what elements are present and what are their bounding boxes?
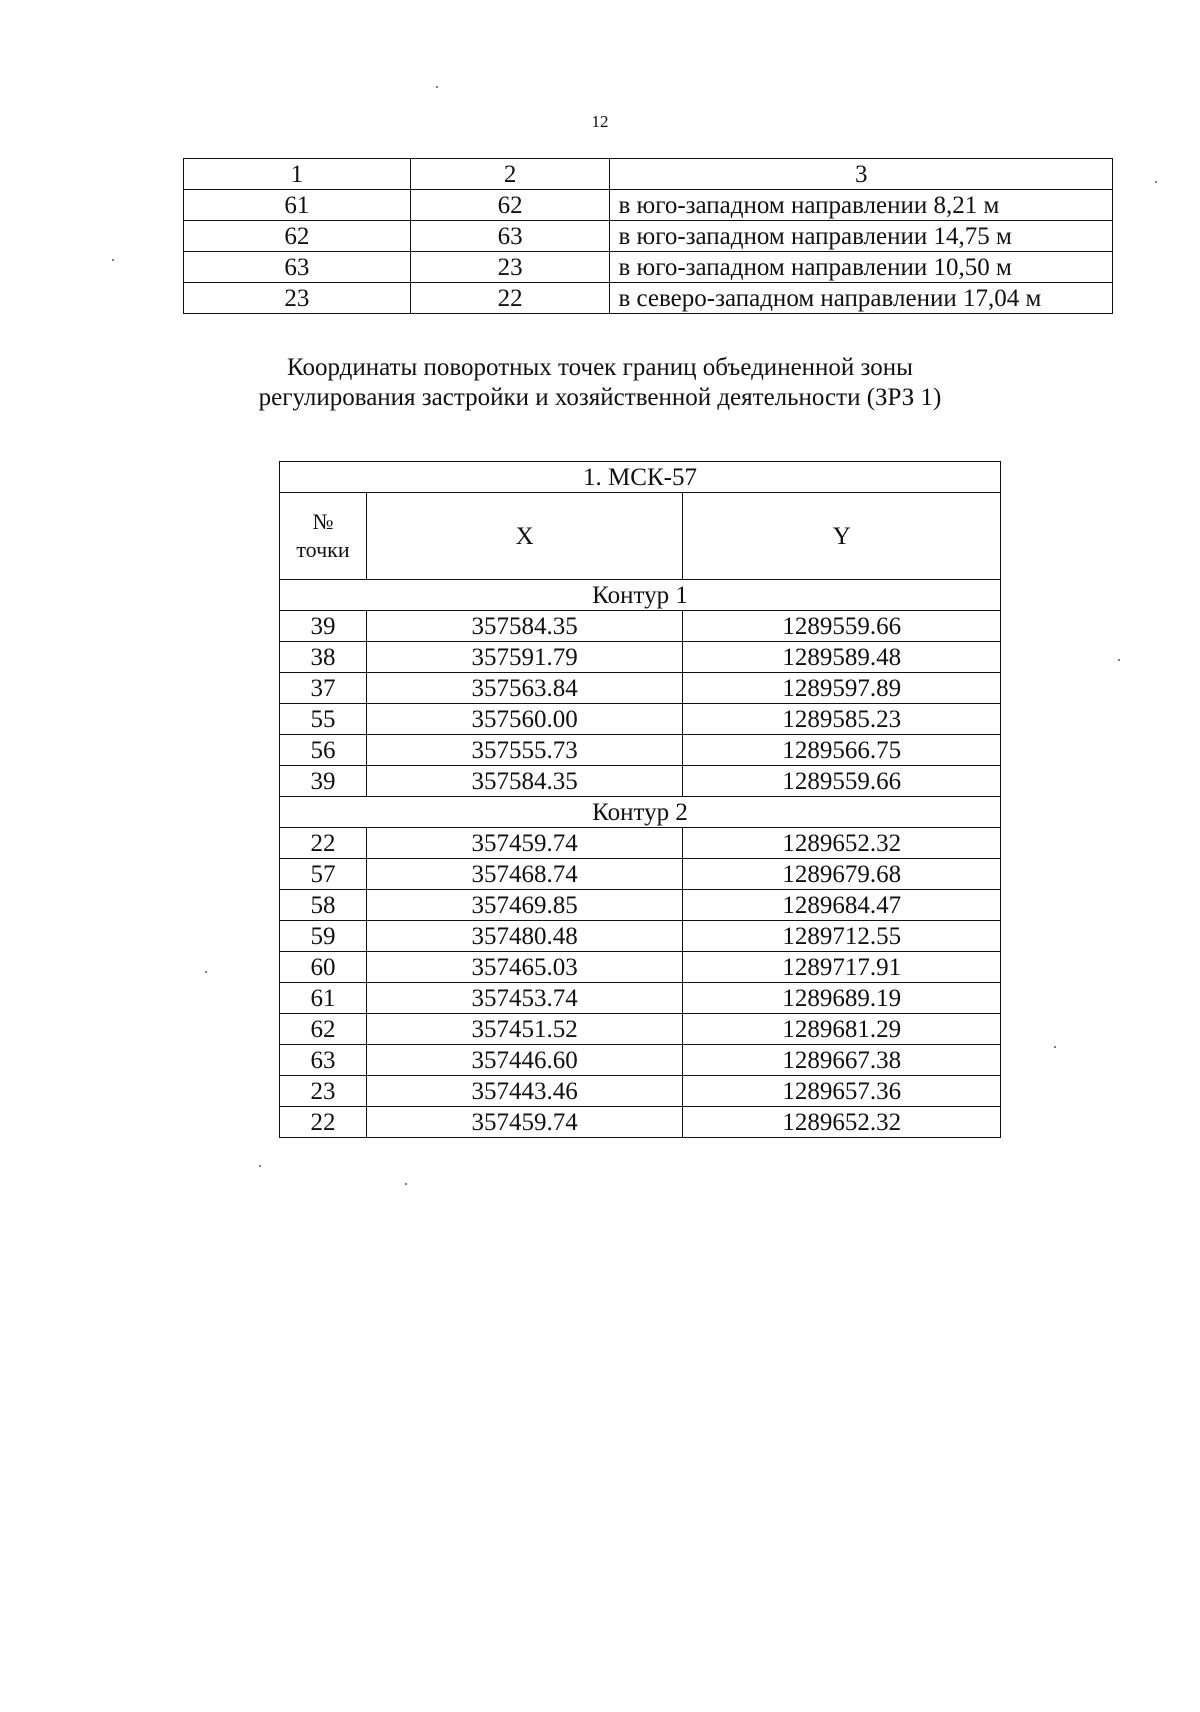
x-value: 357563.84 — [366, 673, 683, 704]
point-number: 23 — [280, 1076, 367, 1107]
x-value: 357451.52 — [366, 1014, 683, 1045]
scan-speck — [112, 259, 114, 261]
from-point: 61 — [184, 190, 411, 221]
point-number: 63 — [280, 1045, 367, 1076]
to-point: 22 — [410, 283, 610, 314]
point-number: 58 — [280, 890, 367, 921]
y-value: 1289681.29 — [683, 1014, 1001, 1045]
scan-speck — [436, 86, 438, 88]
scan-speck — [405, 1183, 407, 1185]
y-value: 1289684.47 — [683, 890, 1001, 921]
table-row — [280, 1045, 1001, 1076]
direction-description: в северо-западном направлении 17,04 м — [610, 283, 1113, 314]
to-point: 63 — [410, 221, 610, 252]
y-value: 1289597.89 — [683, 673, 1001, 704]
x-value: 357459.74 — [366, 1107, 683, 1138]
to-point: 62 — [410, 190, 610, 221]
point-number: 61 — [280, 983, 367, 1014]
table-row — [280, 735, 1001, 766]
y-value: 1289559.66 — [683, 611, 1001, 642]
x-value: 357446.60 — [366, 1045, 683, 1076]
y-value: 1289717.91 — [683, 952, 1001, 983]
table-row — [280, 1107, 1001, 1138]
table-row — [280, 983, 1001, 1014]
y-value: 1289712.55 — [683, 921, 1001, 952]
contour-title: Контур 2 — [280, 797, 1001, 828]
point-number: 56 — [280, 735, 367, 766]
table-row — [280, 890, 1001, 921]
point-number: 55 — [280, 704, 367, 735]
scan-speck — [1054, 1046, 1056, 1048]
coordinate-system-title: 1. МСК-57 — [280, 462, 1001, 493]
direction-description: в юго-западном направлении 8,21 м — [610, 190, 1113, 221]
y-value: 1289657.36 — [683, 1076, 1001, 1107]
x-value: 357468.74 — [366, 859, 683, 890]
y-value: 1289667.38 — [683, 1045, 1001, 1076]
y-header: Y — [683, 493, 1001, 580]
x-value: 357459.74 — [366, 828, 683, 859]
table-row — [184, 252, 1113, 283]
y-value: 1289589.48 — [683, 642, 1001, 673]
heading-line-2: регулирования застройки и хозяйственной деятельности (ЗРЗ 1) — [258, 384, 942, 411]
scan-speck — [205, 971, 207, 973]
from-point: 62 — [184, 221, 411, 252]
point-label: точки — [296, 537, 350, 562]
table-header-row — [280, 493, 1001, 580]
table-row — [184, 221, 1113, 252]
table-row — [280, 673, 1001, 704]
table-row — [280, 611, 1001, 642]
table-row — [184, 283, 1113, 314]
direction-description: в юго-западном направлении 10,50 м — [610, 252, 1113, 283]
y-value: 1289679.68 — [683, 859, 1001, 890]
point-number: 22 — [280, 828, 367, 859]
point-number: 60 — [280, 952, 367, 983]
page-number: 12 — [591, 112, 609, 131]
x-value: 357443.46 — [366, 1076, 683, 1107]
section-heading — [0, 353, 1200, 413]
header-cell: 2 — [410, 159, 610, 190]
y-value: 1289652.32 — [683, 828, 1001, 859]
x-value: 357584.35 — [366, 766, 683, 797]
y-value: 1289566.75 — [683, 735, 1001, 766]
contour-title-row — [280, 797, 1001, 828]
x-value: 357555.73 — [366, 735, 683, 766]
table-header-row — [184, 159, 1113, 190]
table-row — [280, 921, 1001, 952]
from-point: 23 — [184, 283, 411, 314]
point-number: 62 — [280, 1014, 367, 1045]
table-row — [280, 828, 1001, 859]
table-row — [280, 1076, 1001, 1107]
point-number: 37 — [280, 673, 367, 704]
scan-speck — [1118, 659, 1120, 661]
header-cell: 3 — [610, 159, 1113, 190]
y-value: 1289689.19 — [683, 983, 1001, 1014]
point-number: 39 — [280, 611, 367, 642]
x-value: 357469.85 — [366, 890, 683, 921]
coordinates-table — [279, 461, 1001, 1138]
x-value: 357465.03 — [366, 952, 683, 983]
direction-table — [183, 158, 1113, 314]
from-point: 63 — [184, 252, 411, 283]
x-value: 357560.00 — [366, 704, 683, 735]
table-row — [280, 766, 1001, 797]
x-header: X — [366, 493, 683, 580]
point-number: 57 — [280, 859, 367, 890]
heading-line-1: Координаты поворотных точек границ объединенной зоны — [287, 354, 913, 381]
table-row — [280, 642, 1001, 673]
table-row — [280, 859, 1001, 890]
table-row — [280, 1014, 1001, 1045]
x-value: 357591.79 — [366, 642, 683, 673]
table-row — [184, 190, 1113, 221]
y-value: 1289652.32 — [683, 1107, 1001, 1138]
point-number: 38 — [280, 642, 367, 673]
point-number: 22 — [280, 1107, 367, 1138]
table-row — [280, 704, 1001, 735]
x-value: 357584.35 — [366, 611, 683, 642]
x-value: 357453.74 — [366, 983, 683, 1014]
scan-speck — [1155, 181, 1157, 183]
contour-title: Контур 1 — [280, 580, 1001, 611]
scan-speck — [259, 1165, 261, 1167]
number-sign: № — [312, 509, 334, 534]
y-value: 1289559.66 — [683, 766, 1001, 797]
to-point: 23 — [410, 252, 610, 283]
coordinate-system-row — [280, 462, 1001, 493]
point-number: 39 — [280, 766, 367, 797]
contour-title-row — [280, 580, 1001, 611]
point-number-header — [280, 493, 367, 580]
header-cell: 1 — [184, 159, 411, 190]
y-value: 1289585.23 — [683, 704, 1001, 735]
table-row — [280, 952, 1001, 983]
direction-description: в юго-западном направлении 14,75 м — [610, 221, 1113, 252]
x-value: 357480.48 — [366, 921, 683, 952]
point-number: 59 — [280, 921, 367, 952]
